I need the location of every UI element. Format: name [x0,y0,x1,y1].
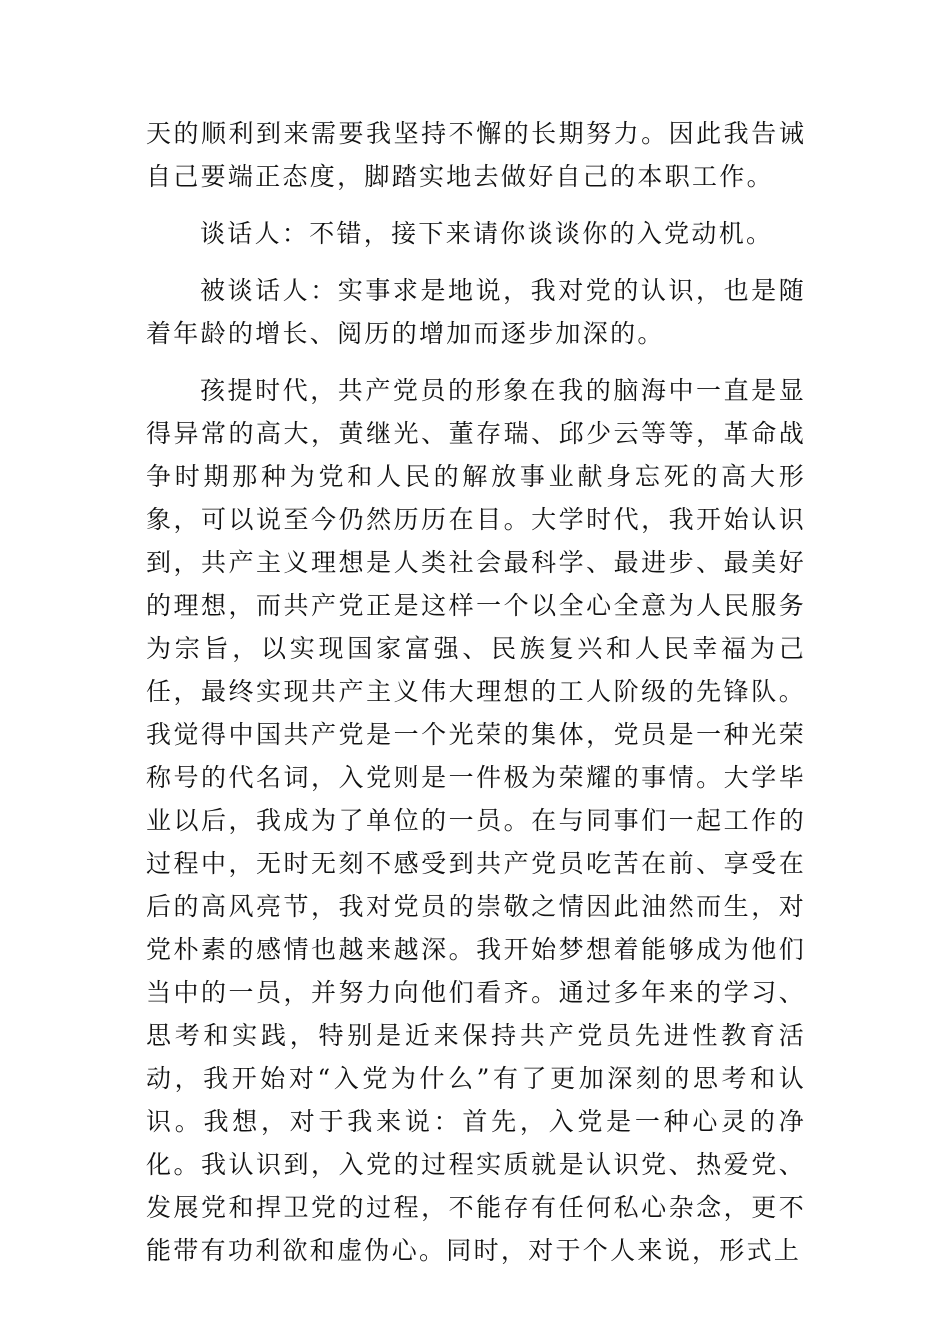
paragraph-interviewee-answer: 被谈话人：实事求是地说，我对党的认识，也是随着年龄的增长、阅历的增加而逐步加深的。 [146,276,806,348]
paragraph-body: 孩提时代，共产党员的形象在我的脑海中一直是显得异常的高大，黄继光、董存瑞、邱少云等等，革命战争时期那种为党和人民的解放事业献身忘死的高大形象，可以说至今仍然历历在目。大学时代，我开始认识到，共产主义理想是人类社会最科学、最进步、最美好的理想，而共产党正是这样一个以全心全意为人民服务为宗旨，以实现国家富强、民族复兴和人民幸福为己任，最终实现共产主义伟大理想的工人阶级的先锋队。我觉得中国共产党是一个光荣的集体，党员是一种光荣称号的代名词，入党则是一件极为荣耀的事情。大学毕业以后，我成为了单位的一员。在与同事们一起工作的过程中，无时无刻不感受到共产党员吃苦在前、享受在后的高风亮节，我对党员的崇敬之情因此油然而生，对党朴素的感情也越来越深。我开始梦想着能够成为他们当中的一员，并努力向他们看齐。通过多年来的学习、思考和实践，特别是近来保持共产党员先进性教育活动，我开始对“入党为什么”有了更加深刻的思考和认识。我想，对于我来说：首先，入党是一种心灵的净化。我认识到，入党的过程实质就是认识党、热爱党、发展党和捍卫党的过程，不能存有任何私心杂念，更不能带有功利欲和虚伪心。同时，对于个人来说，形式上 [146,376,806,1265]
paragraph-continuation: 天的顺利到来需要我坚持不懈的长期努力。因此我告诫自己要端正态度，脚踏实地去做好自己的本职工作。 [146,119,806,191]
document-body [146,112,806,1286]
paragraph-interviewer-question: 谈话人：不错，接下来请你谈谈你的入党动机。 [200,219,774,248]
